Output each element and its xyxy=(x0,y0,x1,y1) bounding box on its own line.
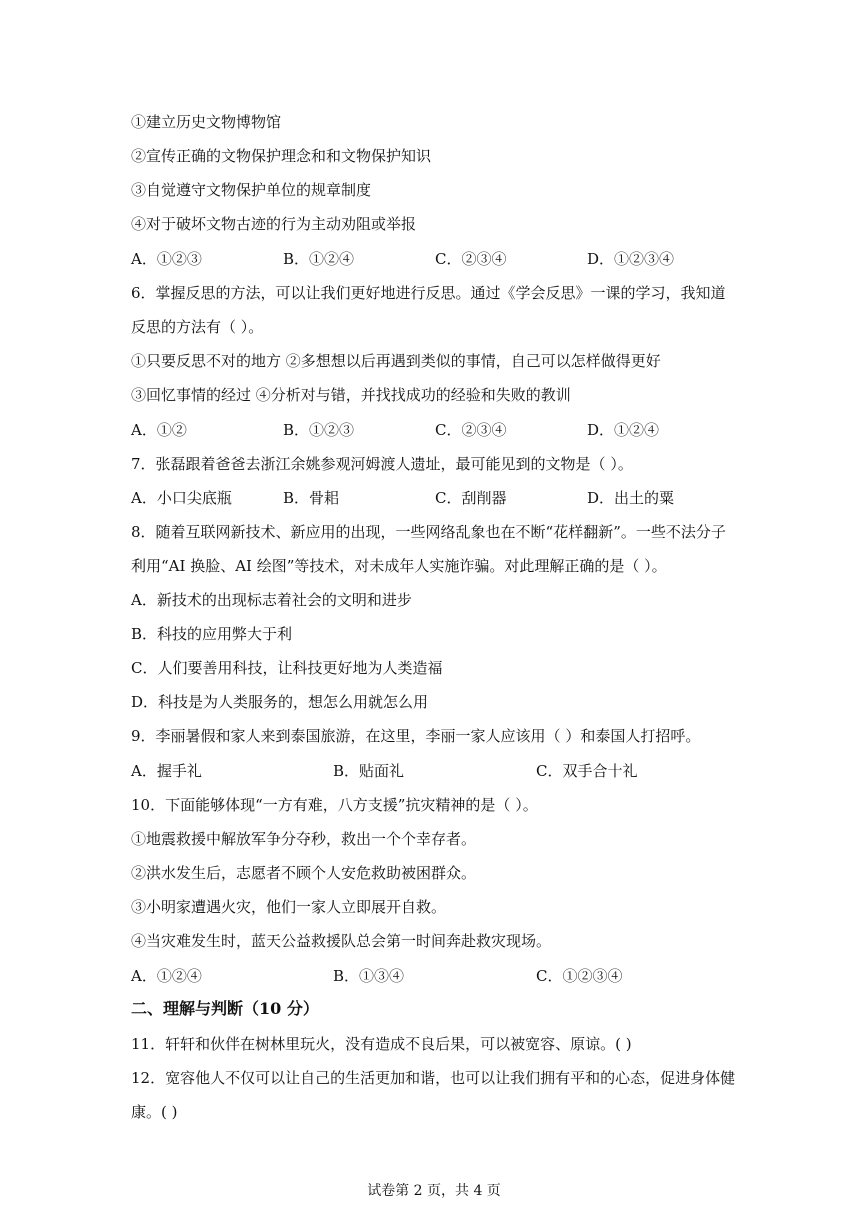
q10-item-2: ②洪水发生后，志愿者不顾个人安危救助被困群众。 xyxy=(131,864,477,882)
q5-item-1: ①建立历史文物博物馆 xyxy=(131,113,282,131)
q8-option-d: D．科技是为人类服务的，想怎么用就怎么用 xyxy=(131,693,429,711)
q12-stem-1: 12．宽容他人不仅可以让自己的生活更加和谐，也可以让我们拥有平和的心态，促进身体健 xyxy=(131,1069,736,1087)
q5-option-d: D．①②③④ xyxy=(587,250,675,268)
q8-option-a: A．新技术的出现标志着社会的文明和进步 xyxy=(131,591,412,609)
q8-stem-2: 利用“AI 换脸、AI 绘图”等技术，对未成年人实施诈骗。对此理解正确的是（ ）。 xyxy=(131,557,667,575)
q5-item-4: ④对于破坏文物古迹的行为主动劝阻或举报 xyxy=(131,215,417,233)
q7-option-c: C．刮削器 xyxy=(435,489,507,507)
q5-option-a: A．①②③ xyxy=(131,250,202,268)
q7-stem: 7．张磊跟着爸爸去浙江余姚参观河姆渡人遗址，最可能见到的文物是（ ）。 xyxy=(131,455,633,473)
q9-stem: 9．李丽暑假和家人来到泰国旅游，在这里，李丽一家人应该用（ ）和泰国人打招呼。 xyxy=(131,727,701,745)
q6-option-c: C．②③④ xyxy=(435,421,507,439)
q10-item-3: ③小明家遭遇火灾，他们一家人立即展开自救。 xyxy=(131,898,447,916)
q10-stem: 10．下面能够体现“一方有难，八方支援”抗灾精神的是（ ）。 xyxy=(131,796,538,814)
q9-option-b: B．贴面礼 xyxy=(333,762,405,780)
q6-stem-2: 反思的方法有（ ）。 xyxy=(131,318,264,336)
q7-option-b: B．骨耜 xyxy=(283,489,340,507)
q8-option-c: C．人们要善用科技，让科技更好地为人类造福 xyxy=(131,659,443,677)
q6-items-2: ③回忆事情的经过 ④分析对与错，并找找成功的经验和失败的教训 xyxy=(131,386,571,404)
q11-stem: 11．轩轩和伙伴在树林里玩火，没有造成不良后果，可以被宽容、原谅。( ) xyxy=(131,1035,632,1053)
q6-items-1: ①只要反思不对的地方 ②多想想以后再遇到类似的事情，自己可以怎样做得更好 xyxy=(131,352,661,370)
q10-option-b: B．①③④ xyxy=(333,967,405,985)
q6-option-d: D．①②④ xyxy=(587,421,660,439)
q5-item-2: ②宣传正确的文物保护理念和和文物保护知识 xyxy=(131,147,432,165)
q7-option-d: D．出土的粟 xyxy=(587,489,675,507)
section-heading: 二、理解与判断（10 分） xyxy=(131,999,319,1018)
q10-item-4: ④当灾难发生时，蓝天公益救援队总会第一时间奔赴救灾现场。 xyxy=(131,932,552,950)
q7-option-a: A．小口尖底瓶 xyxy=(131,489,232,507)
q5-item-3: ③自觉遵守文物保护单位的规章制度 xyxy=(131,181,372,199)
q6-option-b: B．①②③ xyxy=(283,421,355,439)
q12-stem-2: 康。( ) xyxy=(131,1103,178,1121)
q10-item-1: ①地震救援中解放军争分夺秒，救出一个个幸存者。 xyxy=(131,830,477,848)
q8-stem-1: 8．随着互联网新技术、新应用的出现，一些网络乱象也在不断“花样翻新”。一些不法分子 xyxy=(131,523,726,541)
q8-option-b: B．科技的应用弊大于利 xyxy=(131,625,293,643)
page-footer: 试卷第 2 页，共 4 页 xyxy=(367,1183,501,1199)
q6-stem-1: 6．掌握反思的方法，可以让我们更好地进行反思。通过《学会反思》一课的学习，我知道 xyxy=(131,284,726,302)
q9-option-a: A．握手礼 xyxy=(131,762,202,780)
q5-option-c: C．②③④ xyxy=(435,250,507,268)
q9-option-c: C．双手合十礼 xyxy=(536,762,638,780)
q6-option-a: A．①② xyxy=(131,421,187,439)
q10-option-a: A．①②④ xyxy=(131,967,202,985)
q5-option-b: B．①②④ xyxy=(283,250,355,268)
q10-option-c: C．①②③④ xyxy=(536,967,623,985)
